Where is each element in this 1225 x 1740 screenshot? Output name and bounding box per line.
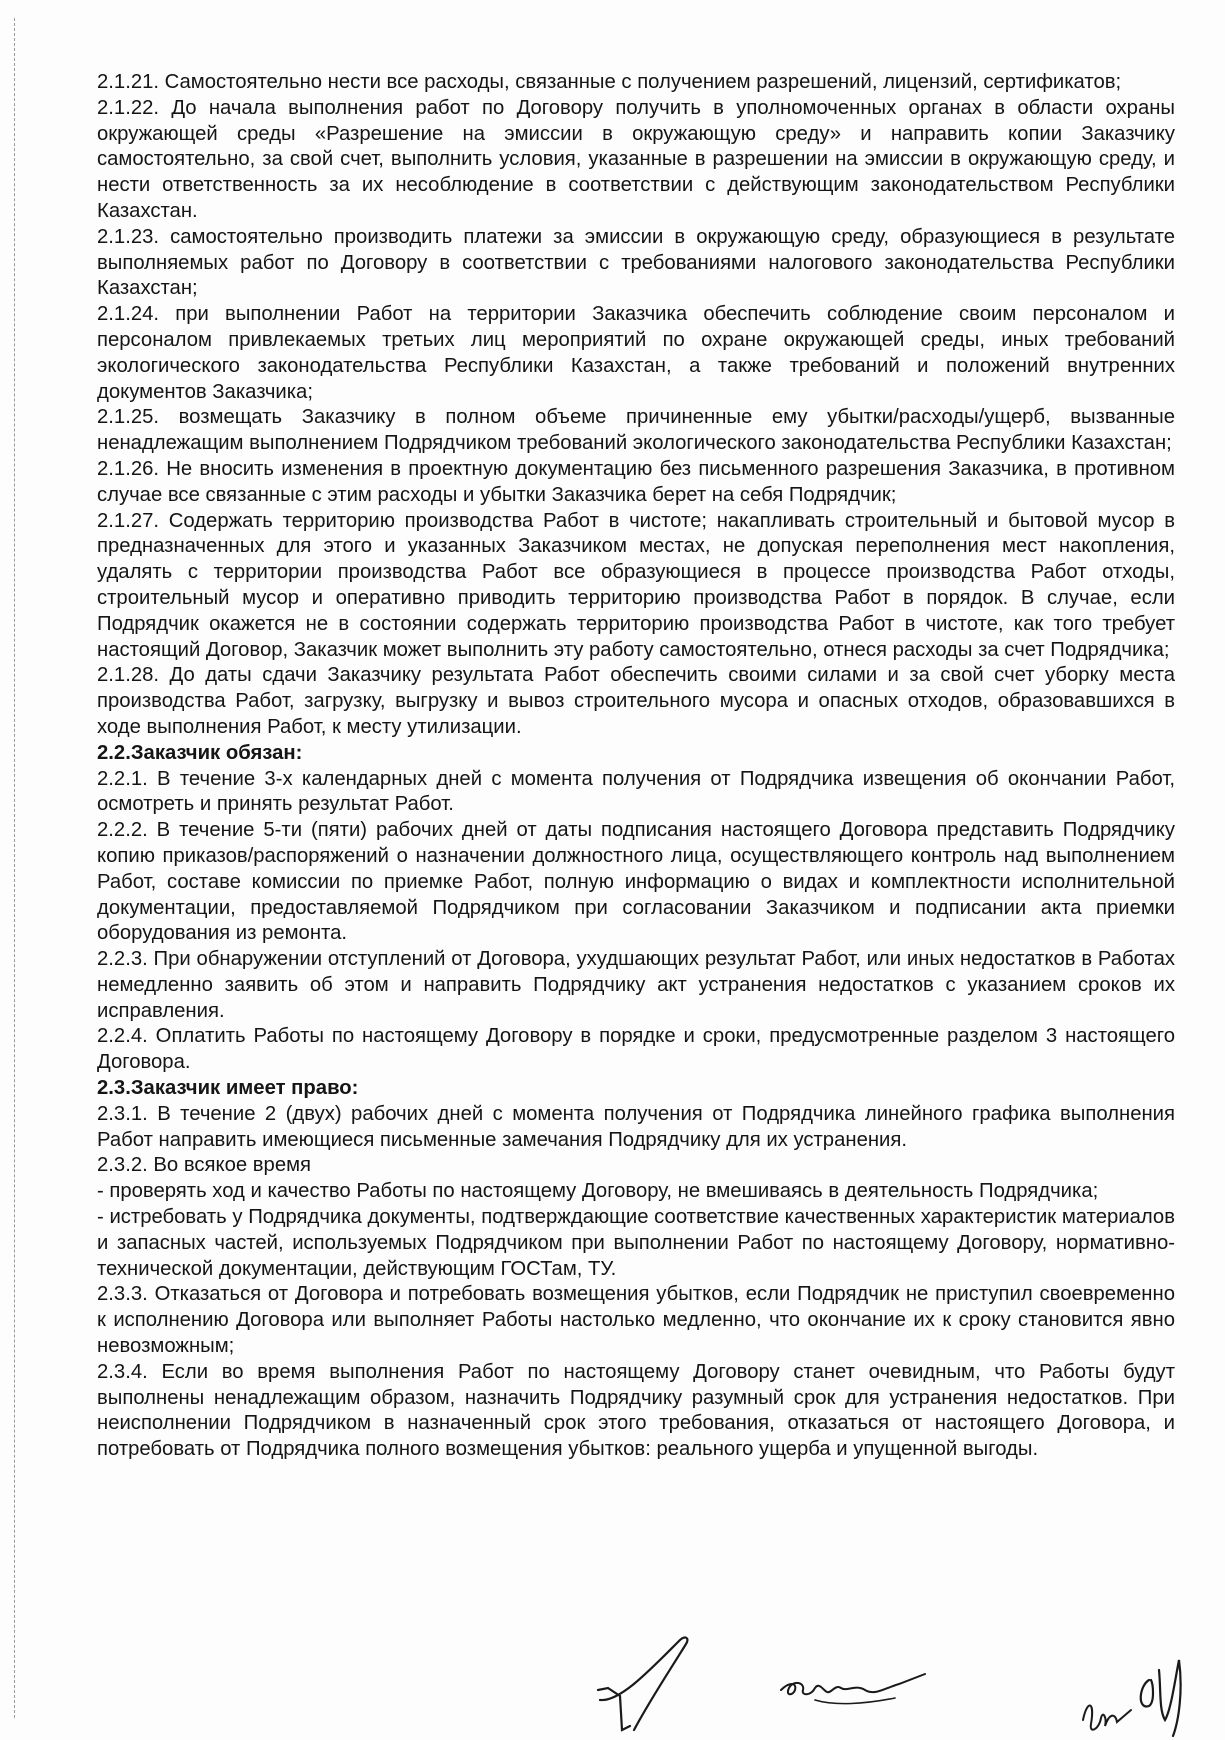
paragraph: 2.3.2. Во всякое время xyxy=(97,1154,312,1177)
section-heading: 2.3.Заказчик имеет право: xyxy=(97,1077,359,1100)
paragraph: - истребовать у Подрядчика документы, подтверждающие соответствие качественных характеристик материалов и запасных частей, используемых Подрядчиком при выполнении Работ по настоящему Договору, нормативно-технической документации, действующим ГОСТам, ТУ. xyxy=(97,1206,1175,1280)
signature-2 xyxy=(775,1660,935,1720)
paragraph: 2.1.21. Самостоятельно нести все расходы, связанные с получением разрешений, лицензий, сертификатов; xyxy=(97,71,1122,93)
paragraph: 2.2.1. В течение 3-х календарных дней с момента получения от Подрядчика извещения об окончании Работ, осмотреть и принять результат Работ. xyxy=(97,767,1175,816)
paragraph: - проверять ход и качество Работы по настоящему Договору, не вмешиваясь в деятельность Подрядчика; xyxy=(97,1180,1099,1203)
paragraph: 2.3.4. Если во время выполнения Работ по настоящему Договору станет очевидным, что Работы будут выполнены ненадлежащим образом, назначить Подрядчику разумный срок для устранения недостатков. При неисполнении Подрядчиком в назначенный срок этого требования, отказаться от настоящего Договора, и потребовать от Подрядчика полного возмещения убытков: реального ущерба и упущенной выгоды. xyxy=(97,1360,1175,1461)
paragraph: 2.3.3. Отказаться от Договора и потребовать возмещения убытков, если Подрядчик не приступил своевременно к исполнению Договора или выполняет Работы настолько медленно, что окончание их к сроку становится явно невозможным; xyxy=(97,1283,1175,1358)
paragraph: 2.1.23. самостоятельно производить платежи за эмиссии в окружающую среду, образующиеся в результате выполняемых работ по Договору в соответствии с требованиями налогового законодательства Республики Казахстан; xyxy=(97,225,1175,300)
paragraph: 2.1.28. До даты сдачи Заказчику результата Работ обеспечить своими силами и за свой счет уборку места производства Работ, загрузку, выгрузку и вывоз строительного мусора и опасных отходов, образовавшихся в ходе выполнения Работ, к месту утилизации. xyxy=(97,664,1175,738)
paragraph: 2.3.1. В течение 2 (двух) рабочих дней с момента получения от Подрядчика линейного графика выполнения Работ направить имеющиеся письменные замечания Подрядчику для их устранения. xyxy=(97,1102,1175,1151)
paragraph: 2.1.27. Содержать территорию производства Работ в чистоте; накапливать строительный и бытовой мусор в предназначенных для этого и указанных Заказчиком местах, не допуская переполнения мест накопления, удалять с территории производства Работ все образующиеся в процессе производства Работ отходы, строительный мусор и оперативно приводить территорию производства Работ в порядок. В случае, если Подрядчик окажется не в состоянии содержать территорию производства Работ в чистоте, как того требует настоящий Договор, Заказчик может выполнить эту работу самостоятельно, отнеся расходы за счет Подрядчика; xyxy=(97,509,1175,661)
paragraph: 2.1.24. при выполнении Работ на территории Заказчика обеспечить соблюдение своим персоналом и персоналом привлекаемых третьих лиц мероприятий по охране окружающей среды, иных требований экологического законодательства Республики Казахстан, а также требований и положений внутренних документов Заказчика; xyxy=(97,303,1175,403)
paragraph: 2.1.22. До начала выполнения работ по Договору получить в уполномоченных органах в области охраны окружающей среды «Разрешение на эмиссии в окружающую среду» и направить копии Заказчику самостоятельно, за свой счет, выполнить условия, указанные в разрешении на эмиссии в окружающую среду, и нести ответственность за их несоблюдение в соответствии с действующим законодательством Республики Казахстан. xyxy=(97,96,1175,222)
signature-1 xyxy=(590,1630,710,1740)
paragraph: 2.1.25. возмещать Заказчику в полном объеме причиненные ему убытки/расходы/ущерб, вызванные ненадлежащим выполнением Подрядчиком требований экологического законодательства Республики Казахстан; xyxy=(97,406,1175,455)
paragraph: 2.2.4. Оплатить Работы по настоящему Договору в порядке и сроки, предусмотренные разделом 3 настоящего Договора. xyxy=(97,1025,1175,1074)
signatures-area xyxy=(0,1630,1225,1740)
paragraph: 2.2.2. В течение 5-ти (пяти) рабочих дней от даты подписания настоящего Договора представить Подрядчику копию приказов/распоряжений о назначении должностного лица, осуществляющего контроль над выполнением Работ, составе комиссии по приемке Работ, полную информацию о видах и комплектности исполнительной документации, предоставляемой Подрядчиком при согласовании Заказчиком и подписании акта приемки оборудования из ремонта. xyxy=(97,819,1175,945)
signature-3 xyxy=(1075,1640,1205,1740)
section-heading: 2.2.Заказчик обязан: xyxy=(97,741,303,764)
paragraph: 2.2.3. При обнаружении отступлений от Договора, ухудшающих результат Работ, или иных недостатков в Работах немедленно заявить об этом и направить Подрядчику акт устранения недостатков с указанием сроков их исправления. xyxy=(97,948,1175,1022)
paragraph: 2.1.26. Не вносить изменения в проектную документацию без письменного разрешения Заказчика, в противном случае все связанные с этим расходы и убытки Заказчика берет на себя Подрядчик; xyxy=(97,457,1175,506)
scan-edge-line xyxy=(14,18,16,1718)
document-body xyxy=(97,70,1175,1463)
